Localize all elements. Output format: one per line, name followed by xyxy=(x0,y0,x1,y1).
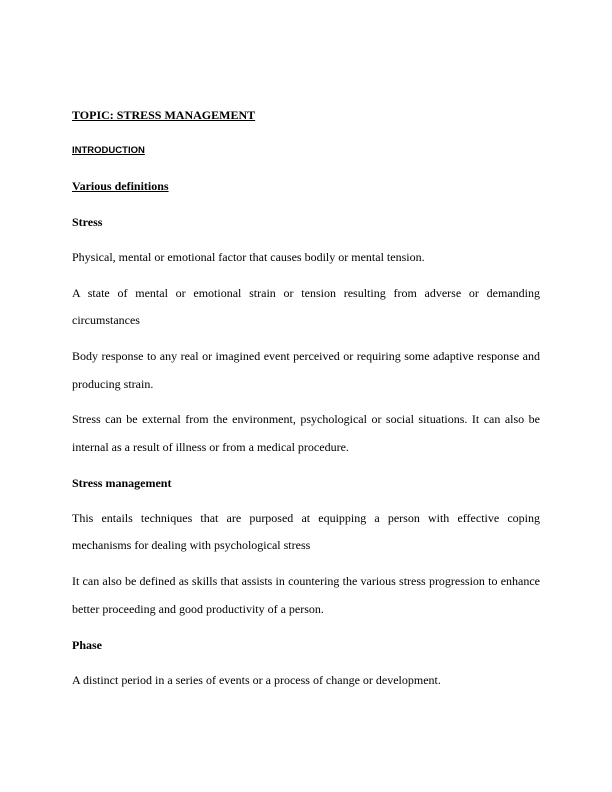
stress-definition-2-line-1: A state of mental or emotional strain or tension resulting from adverse or demanding xyxy=(72,286,540,300)
phase-definition-1: A distinct period in a series of events or a process of change or development. xyxy=(72,673,441,687)
stress-management-definition-2-line-2: better proceeding and good productivity of a person. xyxy=(72,602,324,616)
stress-management-definition-2-line-1: It can also be defined as skills that assists in countering the various stress progression to enhance xyxy=(72,574,540,588)
stress-definition-3-line-2: producing strain. xyxy=(72,377,154,391)
stress-heading: Stress xyxy=(72,215,103,229)
phase-heading: Phase xyxy=(72,638,102,652)
stress-management-definition-1-line-1: This entails techniques that are purposed at equipping a person with effective coping xyxy=(72,511,540,525)
stress-definition-1: Physical, mental or emotional factor that causes bodily or mental tension. xyxy=(72,250,425,264)
stress-management-definition-1-line-2: mechanisms for dealing with psychological stress xyxy=(72,538,311,552)
topic-heading: TOPIC: STRESS MANAGEMENT xyxy=(72,108,256,122)
stress-management-heading: Stress management xyxy=(72,476,172,490)
stress-definition-4-line-2: internal as a result of illness or from a medical procedure. xyxy=(72,440,349,454)
stress-definition-4-line-1: Stress can be external from the environment, psychological or social situations. It can also be xyxy=(72,412,540,426)
introduction-heading: INTRODUCTION xyxy=(72,145,145,156)
stress-definition-2-line-2: circumstances xyxy=(72,313,140,327)
stress-definition-3-line-1: Body response to any real or imagined event perceived or requiring some adaptive response and xyxy=(72,349,540,363)
various-definitions-heading: Various definitions xyxy=(72,179,169,193)
